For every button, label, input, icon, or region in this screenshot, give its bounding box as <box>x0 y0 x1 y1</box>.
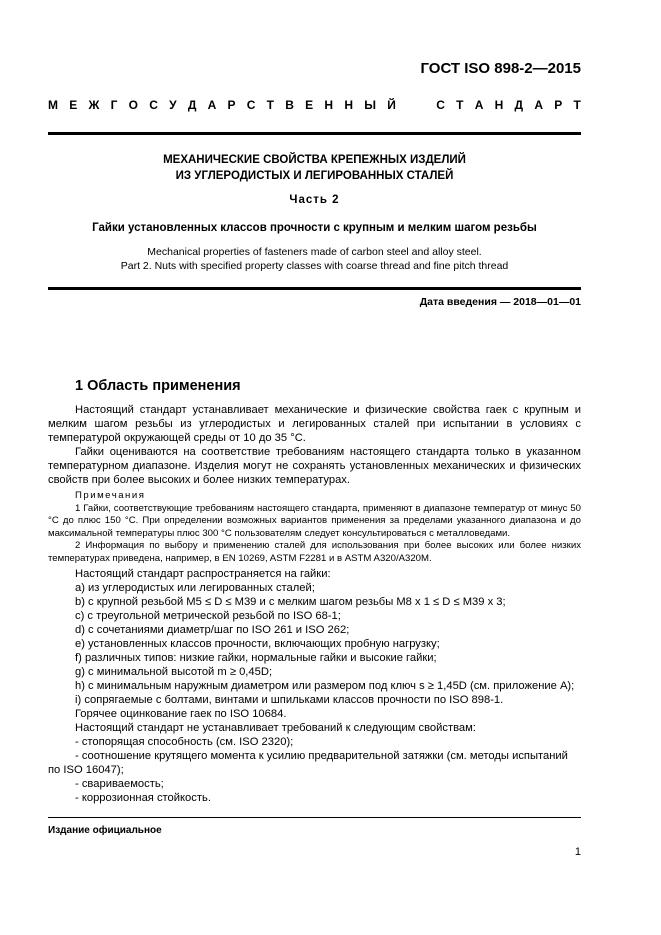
note-1: 1 Гайки, соответствующие требованиям настоящего стандарта, применяют в диапазоне температур от минус 50 °С до плюс 150 °С. При определении возможных вариантов применения за пределами указанного диапазона и до максимальной температуры плюс 300 °С пользователям следует консультироваться с металловедами. <box>48 502 581 539</box>
banner-letter: Е <box>305 98 314 112</box>
banner-letter: Й <box>387 98 396 112</box>
standard-type-banner <box>48 98 581 112</box>
notes-heading: Примечания <box>75 490 146 501</box>
banner-letter: О <box>128 98 138 112</box>
banner-letter: Ы <box>364 98 376 112</box>
scope-item: a) из углеродистых или легированных сталей; <box>75 582 315 594</box>
paragraph-2: Гайки оцениваются на соответствие требованиям настоящего стандарта только в указанном температурном диапазоне. Изделия могут не сохранять установленных механических и физических свойств при более высоких и более низких температурах. <box>48 446 581 486</box>
banner-letter: М <box>48 98 58 112</box>
scope-item: b) с крупной резьбой М5 ≤ D ≤ М39 и с мелким шагом резьбы М8 х 1 ≤ D ≤ М39 х 3; <box>75 596 506 608</box>
banner-letter: С <box>246 98 256 112</box>
introduction-date: Дата введения — 2018—01—01 <box>419 296 581 308</box>
paragraph-1: Настоящий стандарт устанавливает механические и физические свойства гаек с крупным и мелким шагом резьбы из углеродистых и легированных сталей при испытании в условиях с температурой окружающей среды от 10 до 35 °С. <box>48 404 581 444</box>
not-required-intro: Настоящий стандарт не устанавливает требований к следующим свойствам: <box>75 722 476 734</box>
section-heading: 1 Область применения <box>75 378 241 394</box>
scope-list <box>48 567 581 805</box>
header-rule <box>48 132 581 135</box>
english-title-line-1: Mechanical properties of fasteners made of carbon steel and alloy steel. <box>147 246 482 258</box>
scope-item: c) с треугольной метрической резьбой по ISO 68-1; <box>75 610 341 622</box>
banner-letter: Т <box>266 98 275 112</box>
banner-letter: Г <box>110 98 118 112</box>
banner-letter: У <box>169 98 177 112</box>
not-required-item: - коррозионная стойкость. <box>75 792 211 804</box>
banner-letter: С <box>149 98 158 112</box>
scope-item: d) с сочетаниями диаметр/шаг по ISO 261 и ISO 262; <box>75 624 350 636</box>
scope-intro: Настоящий стандарт распространяется на гайки: <box>75 568 331 580</box>
edition-label: Издание официальное <box>48 825 162 836</box>
title-line-2: ИЗ УГЛЕРОДИСТЫХ И ЛЕГИРОВАННЫХ СТАЛЕЙ <box>175 170 454 182</box>
document-number: ГОСТ ISO 898-2—2015 <box>420 60 581 77</box>
english-title <box>48 245 581 273</box>
banner-letter <box>407 98 410 112</box>
part-label: Часть 2 <box>289 194 340 206</box>
banner-letter: Т <box>456 98 464 112</box>
scope-item: g) с минимальной высотой m ≥ 0,45D; <box>75 666 273 678</box>
section-body <box>48 403 581 487</box>
subtitle: Гайки установленных классов прочности с крупным и мелким шагом резьбы <box>92 222 537 234</box>
banner-letter: А <box>207 98 217 112</box>
scope-item: i) сопрягаемые с болтами, винтами и шпильками классов прочности по ISO 898-1. <box>75 694 504 706</box>
banner-letter: Н <box>344 98 353 112</box>
english-title-line-2: Part 2. Nuts with specified property classes with coarse thread and fine pitch thread <box>120 260 509 272</box>
banner-letter: Р <box>554 98 563 112</box>
banner-letter: Д <box>187 98 197 112</box>
footer-rule <box>48 817 581 818</box>
banner-letter: Е <box>69 98 78 112</box>
scope-item: h) с минимальным наружным диаметром или размером под ключ s ≥ 1,45D (см. приложение А); <box>75 680 575 692</box>
main-title <box>48 152 581 184</box>
banner-letter: Р <box>227 98 236 112</box>
banner-letter: Н <box>324 98 334 112</box>
banner-letter: Ж <box>88 98 100 112</box>
title-rule <box>48 287 581 290</box>
scope-item: e) установленных классов прочности, включающих пробную нагрузку; <box>75 638 440 650</box>
banner-letter: Д <box>514 98 524 112</box>
banner-letter: Т <box>573 98 581 112</box>
banner-letter: В <box>285 98 294 112</box>
not-required-item: - свариваемость; <box>75 778 164 790</box>
notes-block <box>48 490 581 565</box>
scope-item: f) различных типов: низкие гайки, нормальные гайки и высокие гайки; <box>75 652 437 664</box>
page-number: 1 <box>574 846 581 858</box>
not-required-item: - соотношение крутящего момента к усилию предварительной затяжки (см. методы испытаний по ISO 16047); <box>48 750 568 776</box>
hot-dip-note: Горячее оцинкование гаек по ISO 10684. <box>75 708 287 720</box>
not-required-item: - стопорящая способность (см. ISO 2320); <box>75 736 294 748</box>
banner-letter <box>422 98 425 112</box>
banner-letter: Н <box>494 98 504 112</box>
note-2: 2 Информация по выбору и применению сталей для использования при более высоких или более низких температурах приведена, например, в EN 10269, ASTM F2281 и в ASTM A320/A320M. <box>48 540 581 564</box>
banner-letter: А <box>474 98 484 112</box>
banner-letter: С <box>436 98 445 112</box>
banner-letter: А <box>534 98 543 112</box>
title-line-1: МЕХАНИЧЕСКИЕ СВОЙСТВА КРЕПЕЖНЫХ ИЗДЕЛИЙ <box>163 154 466 166</box>
